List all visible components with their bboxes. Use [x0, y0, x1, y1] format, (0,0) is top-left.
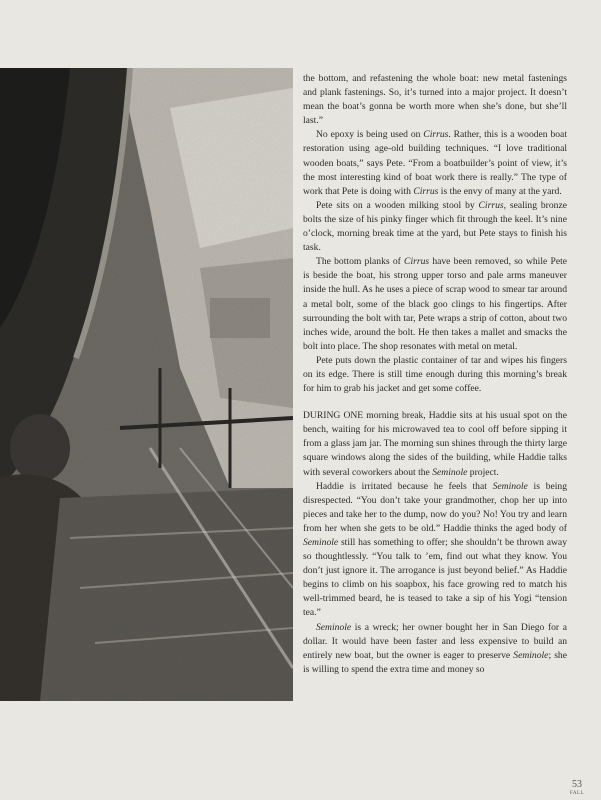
paragraph: No epoxy is being used on Cirrus. Rather, this is a wooden boat restoration using age-old building techniques. “I love traditional wooden boats,” says Pete. “From a boatbuilder’s point of view, it’s the most interesting kind of boat work there is really.” The type of work that Pete is doing with Cirrus is the envy of many at the yard. — [303, 129, 567, 197]
article-text-column — [303, 72, 567, 677]
paragraph: The bottom planks of Cirrus have been removed, so while Pete is beside the boat, his strong upper torso and pale arms maneuver inside the hull. As he uses a piece of scrap wood to smear tar around a metal bolt, some of the black goo clings to his fingertips. After surrounding the bolt with tar, Pete wraps a strip of cotton, about two inches wide, around the bolt. He then takes a mallet and smacks the bolt into place. The shop resonates with metal on metal. — [303, 256, 568, 352]
paragraph: Seminole is a wreck; her owner bought her in San Diego for a dollar. It would have been faster and less expensive to build an entirely new boat, but the owner is eager to preserve Seminole; she is willing to spend the extra time and money so — [303, 621, 567, 675]
page-number — [566, 780, 588, 798]
page-number-value: 53 — [572, 779, 582, 790]
photo-illustration — [0, 68, 293, 701]
boatyard-photo — [0, 68, 293, 701]
paragraph: Pete sits on a wooden milking stool by Cirrus, sealing bronze bolts the size of his pinky finger which fit through the keel. It’s nine o’clock, morning break time at the yard, but Pete stays to finish his task. — [303, 199, 567, 254]
section-paragraph: DURING ONE morning break, Haddie sits at his usual spot on the bench, waiting for his microwaved tea to cool off before sipping it from a glass jam jar. The morning sun shines through the thirty large square windows along the sides of the building, while Haddie talks with several coworkers about the Seminole project. — [303, 410, 567, 478]
paragraph: Haddie is irritated because he feels that Seminole is being disrespected. “You don’t take your grandmother, chop her up into pieces and take her to the dump, now do you? No! You try and learn from her when she gets to be old.” Haddie thinks the aged body of Seminole still has something to offer; she shouldn’t be thrown away so thoughtlessly. “You talk to ’em, find out what they know. You don’t just ignore it. The arrogance is just beyond belief.” As Haddie begins to climb on his soapbox, his face growing red to match his well-trimmed beard, he is teased to take a sip of his Yogi “tension tea.” — [303, 480, 568, 619]
paragraph: Pete puts down the plastic container of tar and wipes his fingers on its edge. There is still time enough during this morning’s break for him to grab his jacket and get some coffee. — [303, 354, 567, 395]
paragraph: the bottom, and refastening the whole boat: new metal fastenings and plank fastenings. So, it’s turned into a major project. It doesn’t mean the boat’s gonna be worth more when she’s done, but she’ll last.” — [303, 73, 567, 127]
issue-label: FALL — [569, 791, 585, 796]
